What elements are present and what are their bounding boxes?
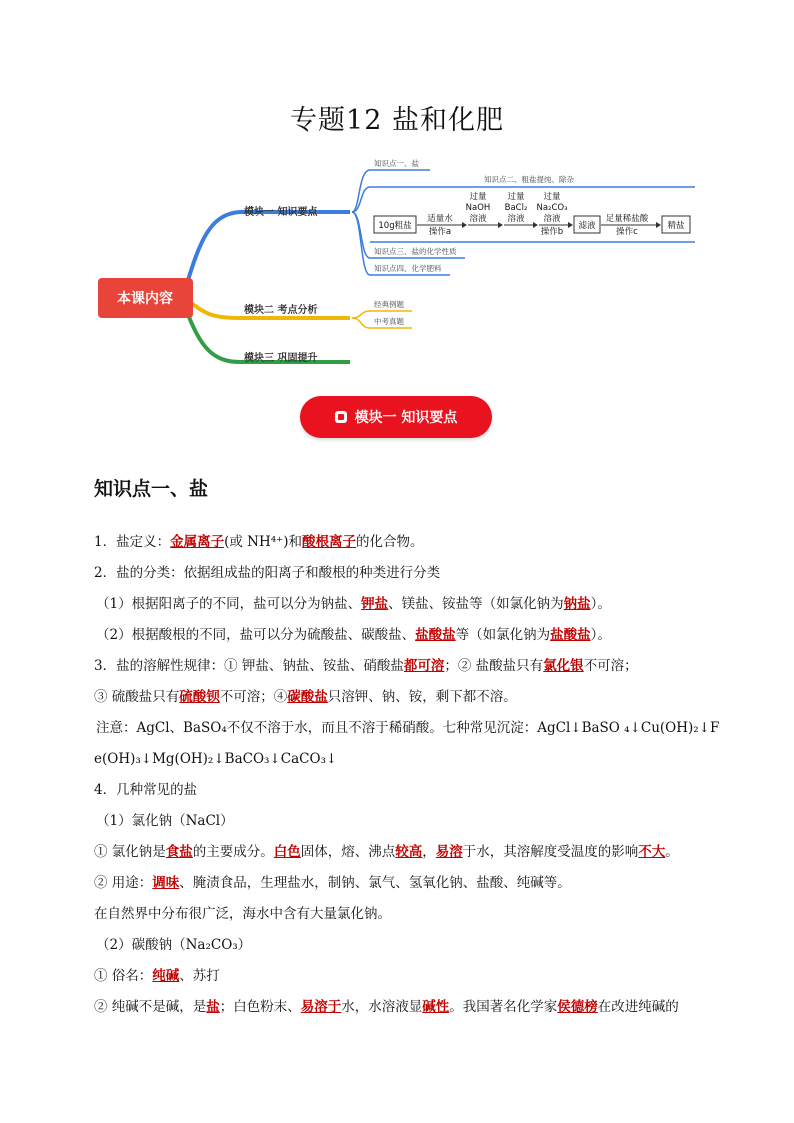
key-term: 较高 [395,844,423,860]
page-title: 专题12 盐和化肥 [290,105,504,136]
flow-step5-bottom: 操作c [616,227,638,237]
text-span: 、苏打 [179,968,220,984]
text-span: 1．盐定义： [94,534,171,550]
text-span: 不可溶； [583,658,638,674]
k1-label: 知识点一、盐 [374,159,419,168]
text-span: 3．盐的溶解性规律：① 钾盐、钠盐、铵盐、硝酸盐 [94,658,404,674]
text-span: 等（如氯化钠为 [455,627,551,643]
mind-map [0,0,794,392]
k2-label: 知识点二、粗盐提纯、除杂 [484,175,574,184]
key-term: 氯化银 [543,658,584,674]
reagent1-line1: 过量 [469,192,487,202]
text-span: ， [422,844,436,860]
paragraph-line [94,682,714,713]
k3-label: 知识点三、盐的化学性质 [374,247,457,256]
flow-arrowhead-1 [462,222,467,228]
exam-label: 中考真题 [374,317,404,326]
paragraph-line [94,620,714,651]
key-term: 纯碱 [152,968,180,984]
flow-arrowhead-5 [656,222,661,228]
text-span: ② 纯碱不是碱，是 [94,999,207,1015]
key-term: 钠盐 [563,596,591,612]
key-term: 酸根离子 [302,534,357,550]
k4-label: 知识点四、化学肥料 [374,264,442,273]
reagent3-line3: 溶液 [543,214,561,224]
key-term: 钾盐 [361,596,389,612]
section-heading: 知识点一、盐 [94,478,209,500]
flow-arrowhead-4 [568,222,573,228]
text-span: 于水，其溶解度受温度的影响 [462,844,639,860]
text-span: 固体，熔、沸点 [300,844,396,860]
text-span: ；白色粉末、 [219,999,301,1015]
flow-step5-top: 足量稀盐酸 [605,214,649,224]
flow-end: 精盐 [667,221,685,231]
reagent2-line2: BaCl₂ [504,203,528,213]
text-span: ③ 硫酸盐只有 [94,689,180,705]
paragraph-line [94,992,714,1023]
reagent2-line3: 溶液 [507,214,525,224]
key-term: 白色 [273,844,301,860]
root-label: 本课内容 [117,291,173,307]
paragraph-line [94,961,714,992]
key-term: 易溶 [435,844,463,860]
paragraph-line: （2）碳酸钠（Na₂CO₃） [96,937,252,953]
reagent1-line2: NaOH [465,203,491,213]
paragraph-line: 注意：AgCl、BaSO₄不仅不溶于水，而且不溶于稀硝酸。七种常见沉淀：AgCl↓BaSO ₄↓Cu(OH)₂↓F [96,720,720,736]
key-term: 碳酸盐 [287,689,328,705]
text-span: 的主要成分。 [192,844,274,860]
text-span: ② 用途： [94,875,153,891]
paragraph-line: 在自然界中分布很广泛，海水中含有大量氯化钠。 [94,906,391,922]
paragraph-line: 4．几种常见的盐 [94,782,198,798]
text-span: （2）根据酸根的不同，盐可以分为硫酸盐、碳酸盐、 [96,627,416,643]
paragraph-line [94,589,714,620]
book-icon [335,411,347,423]
module2-label: 模块二 考点分析 [244,305,318,316]
key-term: 侯德榜 [557,999,598,1015]
flow-step1-bottom: 操作a [428,227,452,237]
text-span: ；② 盐酸盐只有 [444,658,544,674]
document-body [94,527,720,1023]
module1-button[interactable] [300,396,492,438]
reagent3-line2: Na₂CO₃ [536,203,568,213]
key-term: 不大 [638,844,666,860]
paragraph-line: 2．盐的分类：依据组成盐的阳离子和酸根的种类进行分类 [94,565,441,581]
text-span: 。我国著名化学家 [449,999,558,1015]
key-term: 盐酸盐 [415,627,456,643]
text-span: 、镁盐、铵盐等（如氯化钠为 [388,596,564,612]
text-span: 不可溶；④ [219,689,288,705]
key-term: 金属离子 [170,534,225,550]
example-label: 经典例题 [374,300,404,309]
reagent1-line3: 溶液 [469,214,487,224]
key-term: 调味 [152,875,180,891]
text-span: ① 俗名： [94,968,153,984]
key-term: 食盐 [165,844,193,860]
paragraph-line [94,868,714,899]
text-span: 只溶钾、钠、铵，剩下都不溶。 [327,689,517,705]
paragraph-line: （1）氯化钠（NaCl） [96,813,234,829]
key-term: 碱性 [422,999,450,1015]
branch-line-module1 [185,212,350,290]
text-span: （1）根据阳离子的不同，盐可以分为钠盐、 [96,596,362,612]
flow-arrowhead-2 [498,222,503,228]
paragraph-line: e(OH)₃↓Mg(OH)₂↓BaCO₃↓CaCO₃↓ [94,751,338,767]
key-term: 盐酸盐 [550,627,591,643]
text-span: ① 氯化钠是 [94,844,166,860]
flow-arrowhead-3 [533,222,538,228]
paragraph-line [94,651,714,682]
module3-label: 模块三 巩固提升 [244,353,318,364]
purification-flow [374,191,690,237]
text-span: ）。 [590,627,611,643]
key-term: 盐 [206,999,220,1015]
text-span: 。 [665,844,679,860]
text-span: 的化合物。 [356,534,424,550]
module1-label: 模块一 知识要点 [244,207,318,218]
flow-start: 10g粗盐 [378,221,412,231]
text-span: 水，水溶液显 [341,999,423,1015]
key-term: 易溶于 [300,999,342,1015]
text-span: (或 NH⁴⁺)和 [224,534,303,550]
text-span: ）。 [590,596,611,612]
reagent2-line1: 过量 [507,192,525,202]
flow-filtrate: 滤液 [578,221,596,231]
paragraph-line [94,527,714,558]
text-span: 在改进纯碱的 [597,999,679,1015]
paragraph-line [94,837,714,868]
flow-step4-bottom: 操作b [540,227,564,237]
module1-button-label: 模块一 知识要点 [354,410,458,426]
flow-step1-top: 适量水 [427,214,453,224]
key-term: 硫酸钡 [179,689,220,705]
text-span: 、腌渍食品，生理盐水，制钠、氯气、氢氧化钠、盐酸、纯碱等。 [179,875,571,891]
reagent3-line1: 过量 [543,192,561,202]
key-term: 都可溶 [403,658,445,674]
